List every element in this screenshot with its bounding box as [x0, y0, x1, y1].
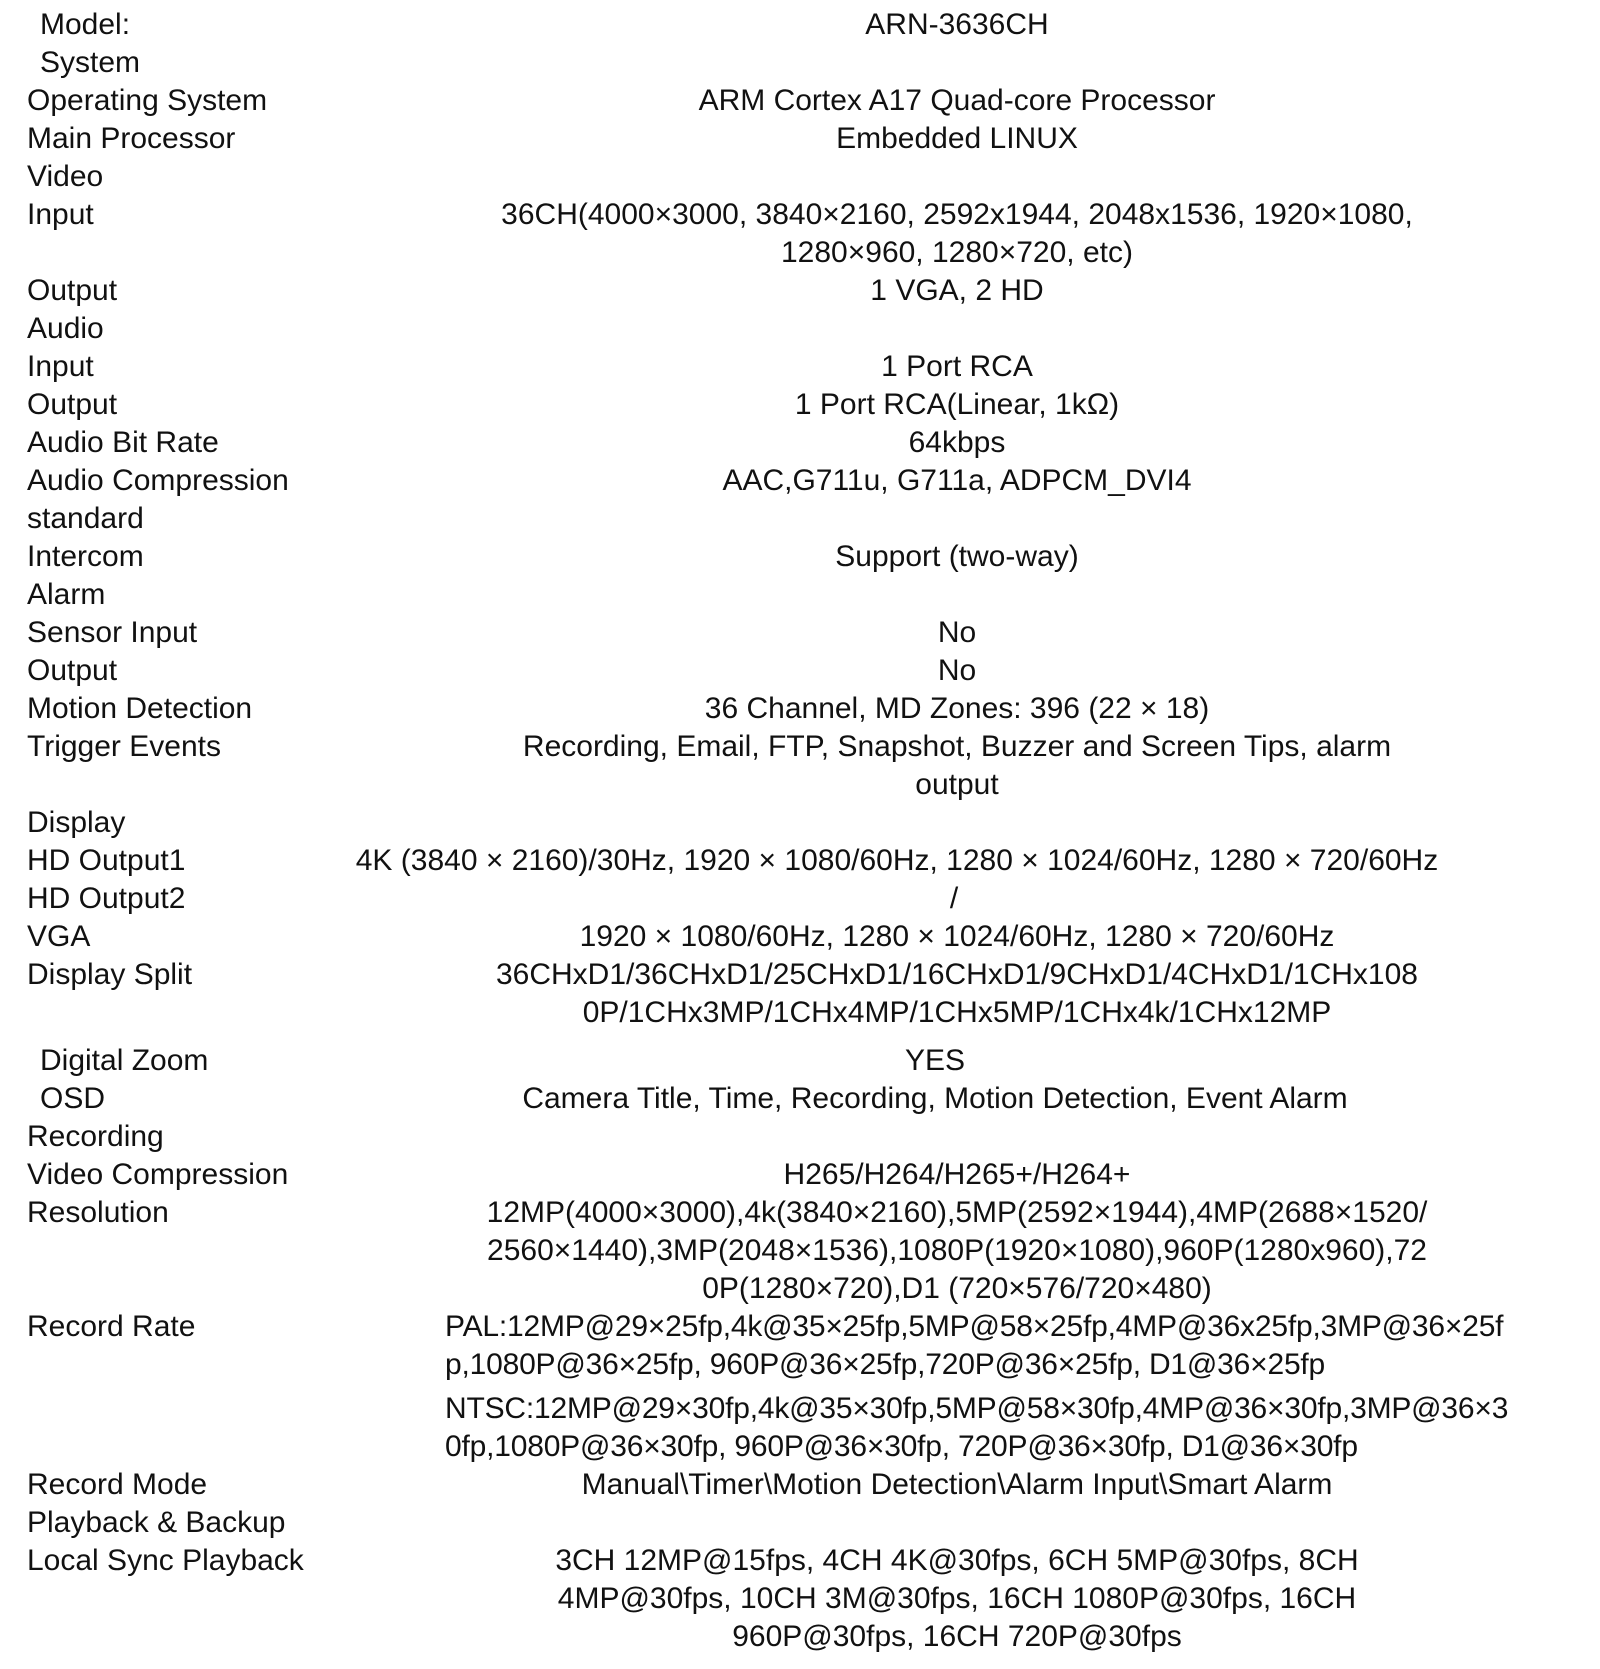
spec-row-trigger-events: [0, 728, 1600, 804]
spec-value: ARM Cortex A17 Quad-core Processor: [698, 84, 1216, 117]
spec-row-display-split: [0, 956, 1600, 1032]
section-heading: Display: [27, 806, 126, 839]
spec-value: Camera Title, Time, Recording, Motion Detection, Event Alarm: [522, 1082, 1348, 1115]
spec-row-audio-input: [0, 348, 1600, 386]
section-heading-audio: [0, 310, 1600, 348]
spec-value: No: [937, 654, 977, 687]
spec-label: Output: [27, 654, 118, 687]
spec-label: Record Mode: [27, 1468, 208, 1501]
spec-value: /: [949, 882, 959, 915]
spec-label: HD Output1: [27, 844, 186, 877]
spec-value: H265/H264/H265+/H264+: [783, 1158, 1131, 1191]
spec-row-record-mode: [0, 1466, 1600, 1504]
spec-row-main-processor: [0, 120, 1600, 158]
spec-row-audio-output: [0, 386, 1600, 424]
spec-value: ARN-3636CH: [865, 8, 1049, 41]
spec-value: No: [937, 616, 977, 649]
spec-row-operating-system: [0, 82, 1600, 120]
spec-row-alarm-output: [0, 652, 1600, 690]
spec-row-motion-detection: [0, 690, 1600, 728]
spec-label: HD Output2: [27, 882, 186, 915]
spec-label: Intercom: [27, 540, 144, 573]
spec-value: 12MP(4000×3000),4k(3840×2160),5MP(2592×1944),4MP(2688×1520/ 2560×1440),3MP(2048×1536),1080P(1920×1080),960P(1280x960),72 0P(1280×720),D1 (720×576/720×480): [486, 1196, 1428, 1305]
spec-value: NTSC:12MP@29×30fp,4k@35×30fp,5MP@58×30fp,4MP@36×30fp,3MP@36×3 0fp,1080P@36×30fp, 960P@36×30fp, 720P@36×30fp, D1@36×30fp: [445, 1392, 1509, 1463]
spec-value: 4K (3840 × 2160)/30Hz, 1920 × 1080/60Hz, 1280 × 1024/60Hz, 1280 × 720/60Hz: [355, 844, 1439, 877]
spec-row-audio-compression: [0, 462, 1600, 538]
spec-label: Digital Zoom: [40, 1044, 209, 1077]
spec-label: Display Split: [27, 958, 193, 991]
spec-value: Recording, Email, FTP, Snapshot, Buzzer and Screen Tips, alarm output: [522, 730, 1392, 801]
section-heading: Alarm: [27, 578, 106, 611]
spec-label: Output: [27, 388, 118, 421]
spec-row-sensor-input: [0, 614, 1600, 652]
spec-value: Support (two-way): [835, 540, 1079, 573]
section-heading-alarm: [0, 576, 1600, 614]
spec-label: Video Compression: [27, 1158, 289, 1191]
spec-label: Input: [27, 198, 94, 231]
spec-value: Manual\Timer\Motion Detection\Alarm Input\Smart Alarm: [581, 1468, 1333, 1501]
spec-value: 36 Channel, MD Zones: 396 (22 × 18): [704, 692, 1210, 725]
spec-label: VGA: [27, 920, 91, 953]
spec-row-osd: [0, 1080, 1600, 1118]
spec-value: 3CH 12MP@15fps, 4CH 4K@30fps, 6CH 5MP@30fps, 8CH 4MP@30fps, 10CH 3M@30fps, 16CH 1080P@30fps, 16CH 960P@30fps, 16CH 720P@30fps: [555, 1544, 1359, 1653]
section-heading-playback-backup: [0, 1504, 1600, 1542]
spec-value: 64kbps: [908, 426, 1006, 459]
spec-row-hd-output1: [0, 842, 1600, 880]
section-heading: Recording: [27, 1120, 164, 1153]
spec-row-video-output: [0, 272, 1600, 310]
spec-label: Audio Bit Rate: [27, 426, 219, 459]
spec-value: 1 Port RCA: [881, 350, 1033, 383]
spec-row-vga: [0, 918, 1600, 956]
spec-row-local-sync-playback: [0, 1542, 1600, 1656]
spec-value: 1920 × 1080/60Hz, 1280 × 1024/60Hz, 1280 × 720/60Hz: [579, 920, 1335, 953]
spec-row-audio-bit-rate: [0, 424, 1600, 462]
spec-row-model: [0, 6, 1600, 44]
spec-label: Model:: [40, 8, 131, 41]
spec-row-digital-zoom: [0, 1042, 1600, 1080]
section-heading: Video: [27, 160, 104, 193]
spec-row-resolution: [0, 1194, 1600, 1308]
spec-value: Embedded LINUX: [836, 122, 1078, 155]
section-heading: Audio: [27, 312, 104, 345]
spec-value: YES: [904, 1044, 966, 1077]
spec-label: Output: [27, 274, 118, 307]
section-heading: Playback & Backup: [27, 1506, 286, 1539]
spec-label: Local Sync Playback: [27, 1544, 304, 1577]
section-heading: System: [40, 46, 141, 79]
spec-value: AAC,G711u, G711a, ADPCM_DVI4: [722, 464, 1192, 497]
spec-row-intercom: [0, 538, 1600, 576]
spec-value: 36CHxD1/36CHxD1/25CHxD1/16CHxD1/9CHxD1/4CHxD1/1CHx108 0P/1CHx3MP/1CHx4MP/1CHx5MP/1CHx4k/1CHx12MP: [495, 958, 1418, 1029]
spec-row-hd-output2: [0, 880, 1600, 918]
section-heading-recording: [0, 1118, 1600, 1156]
spec-row-video-compression: [0, 1156, 1600, 1194]
spec-label: OSD: [40, 1082, 106, 1115]
spec-label: Resolution: [27, 1196, 169, 1229]
spec-label: Input: [27, 350, 94, 383]
spec-row-video-input: [0, 196, 1600, 272]
section-heading-video: [0, 158, 1600, 196]
spec-label: Sensor Input: [27, 616, 198, 649]
spec-row-record-rate-ntsc: [0, 1390, 1600, 1466]
spec-value: PAL:12MP@29×25fp,4k@35×25fp,5MP@58×25fp,4MP@36x25fp,3MP@36×25f p,1080P@36×25fp, 960P@36×25fp,720P@36×25fp, D1@36×25fp: [445, 1310, 1504, 1381]
spec-label: Audio Compression standard: [27, 464, 289, 535]
spec-value: 36CH(4000×3000, 3840×2160, 2592x1944, 2048x1536, 1920×1080, 1280×960, 1280×720, etc): [501, 198, 1413, 269]
section-heading-system: [0, 44, 1600, 82]
spec-label: Motion Detection: [27, 692, 253, 725]
section-heading-display: [0, 804, 1600, 842]
spec-label: Record Rate: [27, 1310, 196, 1343]
spec-label: Main Processor: [27, 122, 236, 155]
spec-row-record-rate-pal: [0, 1308, 1600, 1384]
spec-value: 1 VGA, 2 HD: [870, 274, 1044, 307]
spec-label: Trigger Events: [27, 730, 221, 763]
spec-value: 1 Port RCA(Linear, 1kΩ): [794, 388, 1120, 421]
spec-label: Operating System: [27, 84, 268, 117]
